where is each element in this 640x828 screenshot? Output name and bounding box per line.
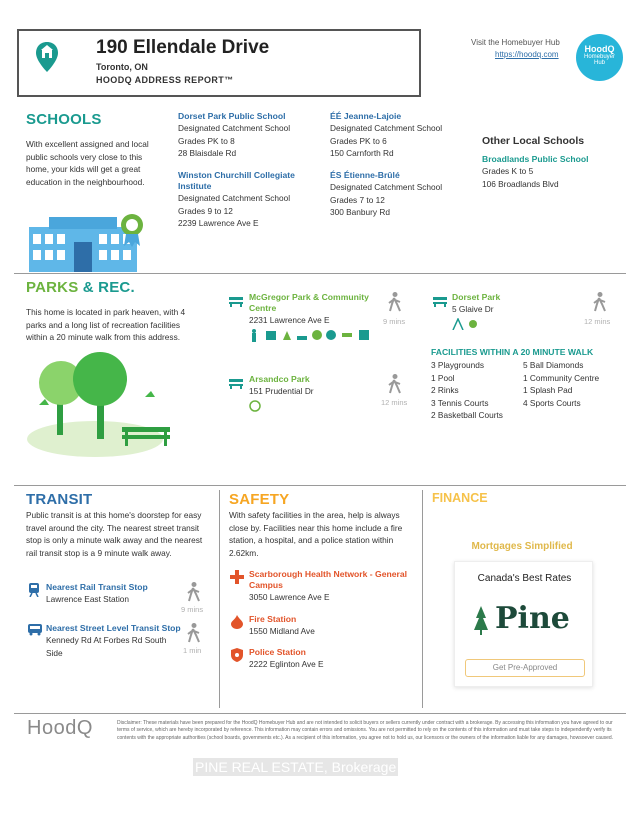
house-pin-icon xyxy=(36,42,58,72)
park-address: 5 Glaive Dr xyxy=(452,304,494,314)
report-label: HOODQ ADDRESS REPORT™ xyxy=(96,75,234,85)
walk-time: 9 mins xyxy=(383,317,406,326)
hoodq-footer-logo: HoodQ xyxy=(27,717,93,739)
park-item xyxy=(249,374,369,398)
safety-address: 2222 Eglinton Ave E xyxy=(249,659,324,669)
pine-brand: Pine xyxy=(495,601,570,636)
bench-icon xyxy=(229,376,243,394)
school-grades: Grades PK to 6 xyxy=(330,135,387,146)
facility-item: 3 Tennis Courts xyxy=(431,397,489,408)
school-address: 150 Carnforth Rd xyxy=(330,148,394,159)
hoodq-hub-badge[interactable] xyxy=(576,34,623,81)
school-name[interactable]: Winston Churchill Collegiate Institute xyxy=(178,170,295,191)
facility-item: 2 Rinks xyxy=(431,385,459,396)
facility-item: 5 Ball Diamonds xyxy=(523,360,584,370)
street-stop-name: Kennedy Rd At Forbes Rd South Side xyxy=(46,635,167,658)
school-grades: Grades K to 5 xyxy=(482,166,534,176)
bench-icon xyxy=(433,294,447,312)
school-type: Designated Catchment School xyxy=(330,123,443,133)
safety-address: 3050 Lawrence Ave E xyxy=(249,592,330,602)
school-item xyxy=(178,170,328,230)
divider xyxy=(14,273,626,274)
school-item xyxy=(330,111,470,160)
badge-line-3: Hub xyxy=(593,60,605,66)
school-name[interactable]: ÉÉ Jeanne-Lajoie xyxy=(330,111,402,121)
divider xyxy=(14,713,626,714)
finance-title: FINANCE xyxy=(432,491,488,505)
walk-icon xyxy=(187,582,201,607)
address-title: 190 Ellendale Drive xyxy=(96,37,270,58)
hospital-cross-icon xyxy=(230,570,244,589)
facility-icons xyxy=(249,328,374,347)
parks-title-b: & REC. xyxy=(78,279,135,296)
safety-item xyxy=(249,614,414,638)
school-grades: Grades PK to 8 xyxy=(178,135,235,146)
pine-tree-icon xyxy=(473,606,489,641)
school-name[interactable]: Broadlands Public School xyxy=(482,154,589,164)
walk-icon xyxy=(388,374,402,399)
facility-item: 1 Splash Pad xyxy=(523,385,573,396)
divider xyxy=(219,490,220,708)
school-building-illustration xyxy=(29,212,154,279)
facilities-left-list xyxy=(431,359,521,422)
school-grades: Grades 9 to 12 xyxy=(178,205,233,216)
divider xyxy=(422,490,423,708)
police-shield-icon xyxy=(231,648,243,667)
park-trees-illustration xyxy=(27,347,177,462)
school-address: 106 Broadlands Blvd xyxy=(482,178,559,189)
school-name[interactable]: ÉS Étienne-Brûlé xyxy=(330,170,400,180)
bus-icon xyxy=(28,623,42,641)
facility-item: 2 Basketball Courts xyxy=(431,410,503,421)
walk-icon xyxy=(187,623,201,648)
park-address: 2231 Lawrence Ave E xyxy=(249,315,330,325)
safety-item xyxy=(249,569,414,604)
pine-ad-card[interactable] xyxy=(454,561,593,687)
transit-title: TRANSIT xyxy=(26,491,93,508)
safety-name[interactable]: Fire Station xyxy=(249,614,297,624)
school-type: Designated Catchment School xyxy=(330,182,443,192)
playground-icon xyxy=(452,317,480,335)
safety-name[interactable]: Scarborough Health Network - General Campus xyxy=(249,569,408,590)
facilities-title: FACILITIES WITHIN A 20 MINUTE WALK xyxy=(431,347,594,357)
parks-title xyxy=(26,279,135,296)
school-item xyxy=(178,111,328,160)
train-icon xyxy=(28,583,40,602)
walk-time: 12 mins xyxy=(584,317,611,326)
disclaimer-text: Disclaimer: These materials have been prepared for the HoodQ Homebuyer Hub and are not intended to solicit buyers or sellers currently under contract with a brokerage. By accessing this information you have agreed to our terms of service, which are hereby incorporated by reference. This information may contain errors and omissions. You are not permitted to rely on the contents of this information and must take steps to independently verify its contents with the appropriate authorities (school boards, governments etc.). As a recipient of this information, you agree not to hold us, our licensors or the owners of the information liable for any damages, howsoever caused. xyxy=(117,720,614,741)
pre-approved-button[interactable]: Get Pre-Approved xyxy=(465,659,585,677)
address-box xyxy=(17,29,421,97)
hoodq-link[interactable]: https://hoodq.com xyxy=(495,50,559,59)
safety-item xyxy=(249,647,414,671)
walk-time: 12 mins xyxy=(381,398,408,407)
fire-icon xyxy=(231,615,243,634)
divider xyxy=(14,485,626,486)
park-name[interactable]: McGregor Park & Community Centre xyxy=(249,292,369,313)
homebuyer-hub-text: Visit the Homebuyer Hub xyxy=(471,38,560,47)
rail-stop-name: Lawrence East Station xyxy=(46,594,130,604)
schools-title: SCHOOLS xyxy=(26,111,102,128)
school-address: 300 Banbury Rd xyxy=(330,207,390,218)
facility-item: 1 Community Centre xyxy=(523,372,600,383)
walk-time: 1 min xyxy=(183,646,202,655)
school-name[interactable]: Dorset Park Public School xyxy=(178,111,286,121)
school-address: 2239 Lawrence Ave E xyxy=(178,218,259,229)
facility-item: 4 Sports Courts xyxy=(523,397,581,408)
parks-blurb: This home is located in park heaven, with 4 parks and a long list of recreation facilities within a 20 minute walk from this address. xyxy=(26,307,186,343)
park-item xyxy=(249,292,369,327)
park-name[interactable]: Arsandco Park xyxy=(249,374,310,384)
walk-icon xyxy=(593,292,607,317)
transit-item xyxy=(46,623,181,659)
park-address: 151 Prudential Dr xyxy=(249,386,314,396)
transit-blurb: Public transit is at this home's doorstep for easy travel around the city. The nearest street transit stop is only a minute walk away and the nearest rail transit stop is a 9 minute walk away. xyxy=(26,510,203,558)
facilities-right-list xyxy=(523,359,623,409)
park-item xyxy=(452,292,562,316)
facility-item: 1 Pool xyxy=(431,372,455,383)
rail-stop-title[interactable]: Nearest Rail Transit Stop xyxy=(46,582,148,592)
facility-item: 3 Playgrounds xyxy=(431,360,485,370)
badge-line-1: HoodQ xyxy=(584,44,615,54)
mortgage-label: Mortgages Simplified xyxy=(471,541,573,552)
school-item xyxy=(330,170,470,219)
street-stop-title[interactable]: Nearest Street Level Transit Stop xyxy=(46,623,181,633)
safety-title: SAFETY xyxy=(229,491,290,508)
schools-blurb: With excellent assigned and local public schools very close to this home, your kids will get a great education in the neighbourhood. xyxy=(26,139,149,187)
badge-line-2: Homebuyer xyxy=(583,54,615,60)
walk-icon xyxy=(388,292,402,317)
other-schools-title: Other Local Schools xyxy=(482,135,585,147)
school-type: Designated Catchment School xyxy=(178,193,291,203)
school-grades: Grades 7 to 12 xyxy=(330,194,385,205)
walk-time: 9 mins xyxy=(181,605,204,614)
safety-address: 1550 Midland Ave xyxy=(249,626,315,636)
best-rates-label: Canada's Best Rates xyxy=(477,573,572,584)
school-address: 28 Blaisdale Rd xyxy=(178,148,237,159)
safety-blurb: With safety facilities in the area, help is always close by. Facilities near this home include a fire station, a hospital, and a police station within 2.62km. xyxy=(229,510,403,558)
school-type: Designated Catchment School xyxy=(178,123,291,133)
bench-icon xyxy=(229,294,243,312)
brokerage-watermark: PINE REAL ESTATE, Brokerage xyxy=(195,759,397,775)
ball-diamond-icon xyxy=(249,399,261,417)
park-name[interactable]: Dorset Park xyxy=(452,292,501,302)
transit-item xyxy=(46,582,176,606)
safety-name[interactable]: Police Station xyxy=(249,647,306,657)
parks-title-a: PARKS xyxy=(26,279,79,296)
city-label: Toronto, ON xyxy=(96,62,148,72)
school-item xyxy=(482,154,622,190)
